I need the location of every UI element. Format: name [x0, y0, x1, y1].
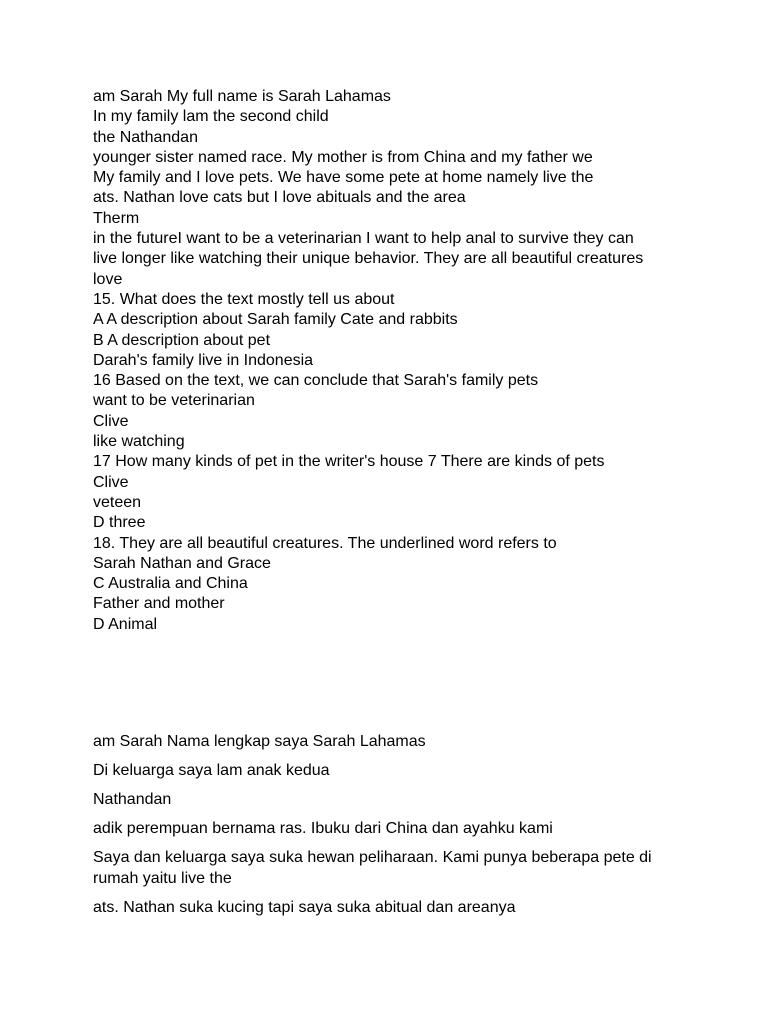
- question-17: 17 How many kinds of pet in the writer's house 7 There are kinds of pets: [93, 453, 605, 471]
- text-line: My family and I love pets. We have some pete at home namely live the: [93, 169, 594, 187]
- paragraph: am Sarah Nama lengkap saya Sarah Lahamas: [93, 733, 426, 750]
- option-line: Darah's family live in Indonesia: [93, 351, 314, 369]
- question-15: 15. What does the text mostly tell us about: [93, 290, 395, 308]
- text-line: live longer like watching their unique behavior. They are all beautiful creatures love: [93, 250, 644, 288]
- paragraph: Di keluarga saya lam anak kedua: [93, 762, 330, 779]
- option-line: Father and mother: [93, 595, 225, 613]
- text-line: In my family lam the second child: [93, 108, 329, 126]
- paragraph: Nathandan: [93, 791, 172, 808]
- text-line: am Sarah My full name is Sarah Lahamas: [93, 88, 391, 105]
- option-line: D Animal: [93, 615, 158, 633]
- paragraph: Saya dan keluarga saya suka hewan peliharaan. Kami punya beberapa pete di rumah yaitu live the: [93, 849, 652, 887]
- option-line: D three: [93, 514, 146, 532]
- paragraph: ats. Nathan suka kucing tapi saya suka abitual dan areanya: [93, 899, 516, 916]
- option-line: Clive: [93, 473, 129, 491]
- option-line: C Australia and China: [93, 575, 248, 593]
- question-16: 16 Based on the text, we can conclude that Sarah's family pets: [93, 372, 539, 390]
- option-line: B A description about pet: [93, 331, 271, 349]
- text-line: younger sister named race. My mother is from China and my father we: [93, 148, 593, 166]
- option-line: veteen: [93, 493, 142, 511]
- english-text-block: [93, 87, 663, 635]
- option-line: A A description about Sarah family Cate and rabbits: [93, 311, 458, 329]
- option-line: want to be veterinarian: [93, 392, 255, 410]
- option-line: Clive: [93, 412, 129, 430]
- paragraph: adik perempuan bernama ras. Ibuku dari China dan ayahku kami: [93, 820, 553, 837]
- indonesian-text-block: [93, 731, 663, 926]
- option-line: Sarah Nathan and Grace: [93, 554, 271, 572]
- option-line: like watching: [93, 433, 185, 451]
- text-line: Therm: [93, 209, 140, 227]
- text-line: ats. Nathan love cats but I love abituals and the area: [93, 189, 466, 207]
- question-18: 18. They are all beautiful creatures. The underlined word refers to: [93, 534, 557, 552]
- text-line: the Nathandan: [93, 128, 198, 146]
- text-line: in the futureI want to be a veterinarian I want to help anal to survive they can: [93, 230, 634, 248]
